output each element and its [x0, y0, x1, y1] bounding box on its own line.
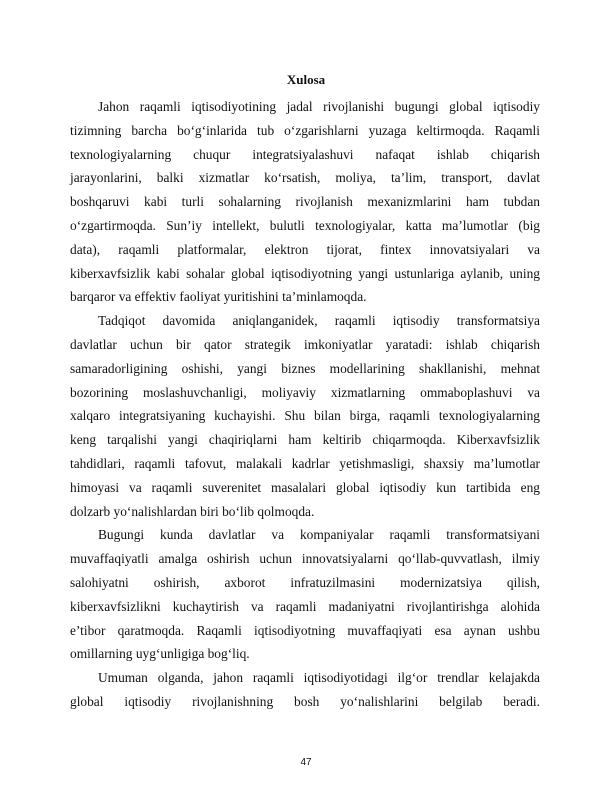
text-line: global iqtisodiy rivojlanishning bosh yo‘nalishlarini belgilab beradi. — [70, 693, 540, 709]
text-line: Jahon raqamli iqtisodiyotining jadal rivojlanishi bugungi global iqtisodiy — [98, 99, 540, 114]
text-line: himoyasi va raqamli suverenitet masalalari global iqtisodiy kun tartibida eng — [70, 479, 540, 495]
paragraph — [70, 95, 540, 309]
text-line: salohiyatni oshirish, axborot infratuzilmasini modernizatsiya qilish, — [70, 574, 540, 590]
text-line: Umuman olganda, jahon raqamli iqtisodiyotidagi ilg‘or trendlar kelajakda — [98, 670, 540, 686]
text-line: samaradorligining oshishi, yangi biznes modellarining shakllanishi, mehnat — [70, 360, 540, 376]
text-line: Bugungi kunda davlatlar va kompaniyalar raqamli transformatsiyani — [98, 527, 540, 543]
text-line: e’tibor qaratmoqda. Raqamli iqtisodiyotning muvaffaqiyati esa aynan ushbu — [70, 622, 540, 638]
section-title: Xulosa — [286, 72, 326, 87]
text-line: texnologiyalarning chuqur integratsiyalashuvi nafaqat ishlab chiqarish — [70, 146, 540, 162]
text-line: kiberxavfsizlikni kuchaytirish va raqamli madaniyatni rivojlantirishga alohida — [70, 598, 540, 614]
paragraph — [70, 523, 540, 666]
paragraph — [70, 666, 540, 714]
text-line: xalqaro integratsiyaning kuchayishi. Shu bilan birga, raqamli texnologiyalarning — [70, 408, 540, 424]
body-text — [70, 95, 540, 714]
text-line: omillarning uyg‘unligiga bog‘liq. — [70, 646, 250, 662]
text-line: data), raqamli platformalar, elektron tijorat, fintex innovatsiyalari va — [70, 241, 540, 257]
page-number: 47 — [300, 757, 312, 768]
text-line: kiberxavfsizlik kabi sohalar global iqtisodiyotning yangi ustunlariga aylanib, uning — [70, 265, 540, 281]
text-line: muvaffaqiyatli amalga oshirish uchun innovatsiyalarni qo‘llab-quvvatlash, ilmiy — [70, 551, 540, 567]
text-line: bozorining moslashuvchanligi, moliyaviy xizmatlarning ommaboplashuvi va — [70, 384, 540, 400]
text-line: davlatlar uchun bir qator strategik imkoniyatlar yaratadi: ishlab chiqarish — [70, 336, 540, 352]
text-line: jarayonlarini, balki xizmatlar ko‘rsatish, moliya, ta’lim, transport, davlat — [70, 170, 540, 186]
text-line: Tadqiqot davomida aniqlanganidek, raqamli iqtisodiy transformatsiya — [98, 313, 540, 329]
text-line: dolzarb yo‘nalishlardan biri bo‘lib qolmoqda. — [70, 503, 315, 519]
text-line: boshqaruvi kabi turli sohalarning rivojlanish mexanizmlarini ham tubdan — [70, 194, 540, 210]
text-line: tahdidlari, raqamli tafovut, malakali kadrlar yetishmasligi, shaxsiy ma’lumotlar — [70, 455, 540, 471]
text-line: keng tarqalishi yangi chaqiriqlarni ham keltirib chiqarmoqda. Kiberxavfsizlik — [70, 432, 540, 448]
paragraph — [70, 309, 540, 523]
text-line: barqaror va effektiv faoliyat yuritishini ta’minlamoqda. — [70, 289, 367, 305]
text-line: o‘zgartirmoqda. Sun’iy intellekt, bulutli texnologiyalar, katta ma’lumotlar (big — [70, 217, 540, 233]
text-line: tizimning barcha bo‘g‘inlarida tub o‘zgarishlarni yuzaga keltirmoqda. Raqamli — [70, 122, 540, 138]
